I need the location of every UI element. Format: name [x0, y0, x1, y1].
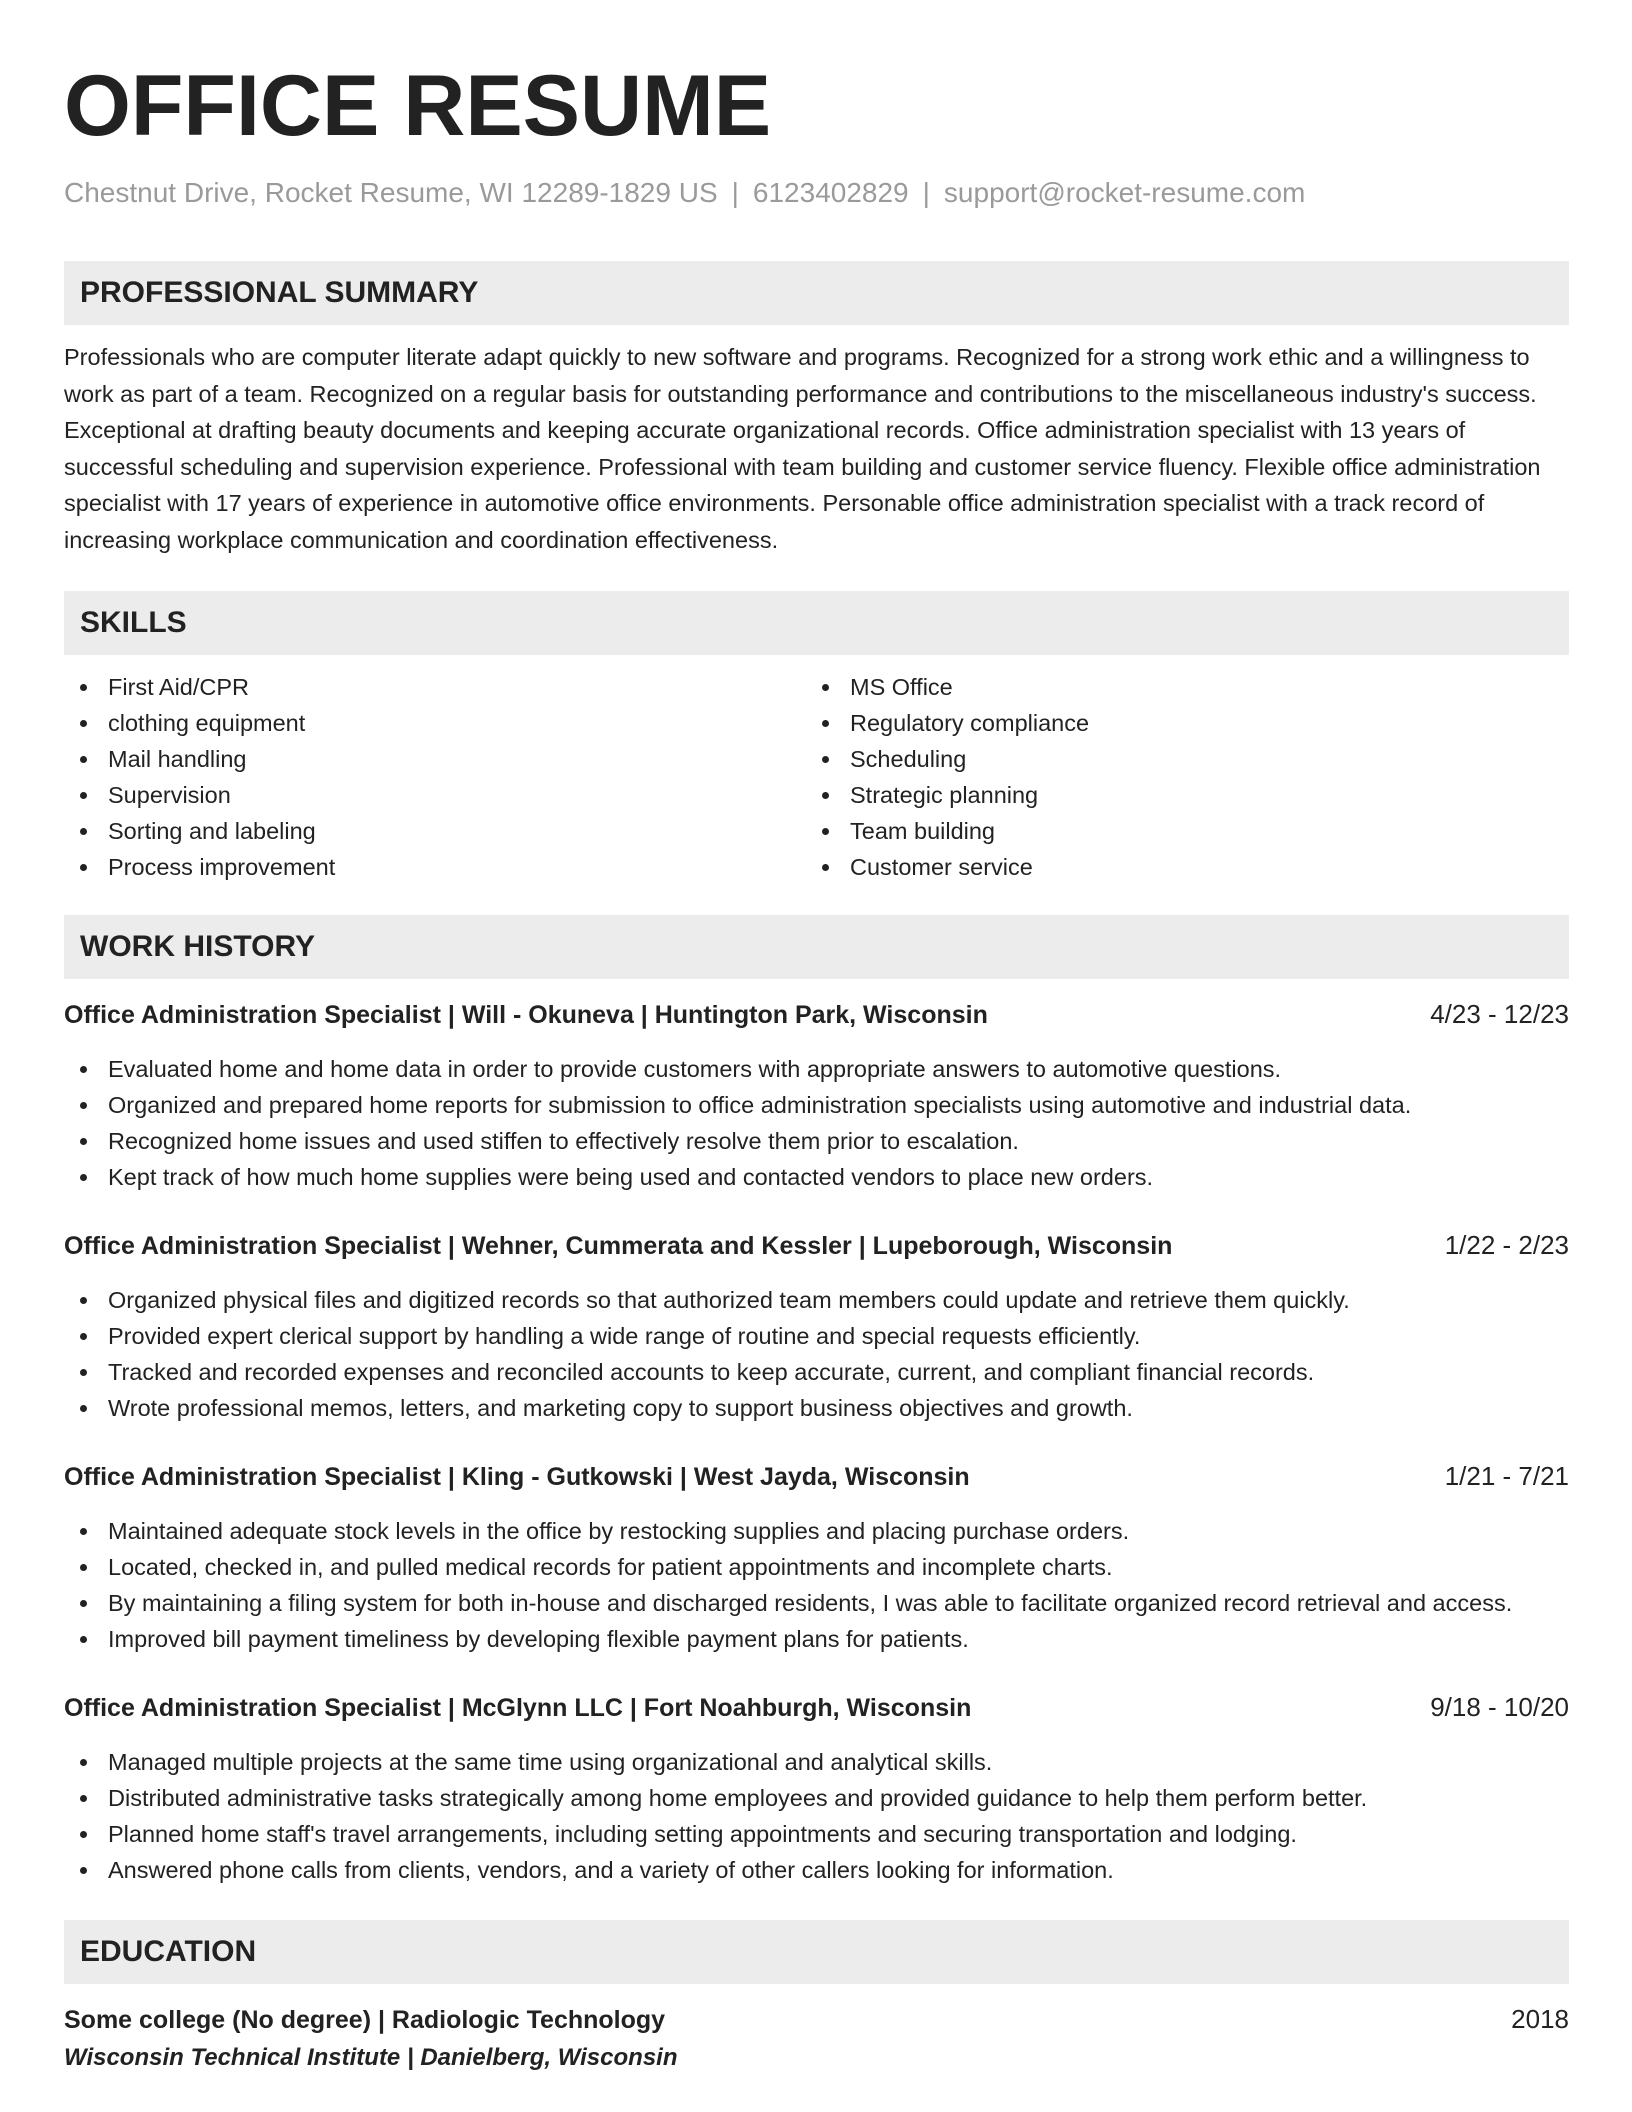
job-bullet: Evaluated home and home data in order to provide customers with appropriate answers to automotive questions.	[64, 1051, 1569, 1087]
job-entry	[64, 1690, 1569, 1888]
job-title: Office Administration Specialist | Will - Okuneva | Huntington Park, Wisconsin	[64, 1001, 988, 1029]
skill-item: Process improvement	[64, 849, 806, 885]
job-header	[64, 1690, 1569, 1725]
job-bullet: Provided expert clerical support by handling a wide range of routine and special requests efficiently.	[64, 1318, 1569, 1354]
job-title: Office Administration Specialist | McGlynn LLC | Fort Noahburgh, Wisconsin	[64, 1694, 972, 1722]
job-dates: 9/18 - 10/20	[1430, 1692, 1569, 1722]
education-year: 2018	[1511, 2004, 1569, 2034]
skill-item: Supervision	[64, 777, 806, 813]
contact-separator: |	[731, 177, 739, 208]
job-bullet: Tracked and recorded expenses and reconciled accounts to keep accurate, current, and compliant financial records.	[64, 1354, 1569, 1390]
job-bullets	[64, 1051, 1569, 1195]
skills-column-left	[64, 669, 806, 885]
job-bullets	[64, 1282, 1569, 1426]
contact-phone: 6123402829	[752, 177, 909, 208]
job-title: Office Administration Specialist | Wehner, Cummerata and Kessler | Lupeborough, Wisconsin	[64, 1232, 1173, 1260]
job-bullets	[64, 1513, 1569, 1657]
job-bullet: Planned home staff's travel arrangements, including setting appointments and securing transportation and lodging.	[64, 1816, 1569, 1852]
section-header-summary: PROFESSIONAL SUMMARY	[64, 261, 1569, 325]
contact-address: Chestnut Drive, Rocket Resume, WI 12289-1829 US	[64, 177, 718, 208]
job-bullet: Organized physical files and digitized records so that authorized team members could update and retrieve them quickly.	[64, 1282, 1569, 1318]
job-dates: 1/21 - 7/21	[1444, 1461, 1569, 1491]
education-entry	[64, 2002, 1569, 2075]
job-bullet: Managed multiple projects at the same time using organizational and analytical skills.	[64, 1744, 1569, 1780]
job-bullets	[64, 1744, 1569, 1888]
job-bullet: Kept track of how much home supplies were being used and contacted vendors to place new orders.	[64, 1159, 1569, 1195]
job-entry	[64, 1228, 1569, 1426]
job-entry	[64, 997, 1569, 1195]
skills-column-right	[806, 669, 1548, 885]
skill-item: MS Office	[806, 669, 1548, 705]
contact-line	[64, 176, 1569, 210]
job-bullet: Located, checked in, and pulled medical records for patient appointments and incomplete charts.	[64, 1549, 1569, 1585]
section-header-skills: SKILLS	[64, 591, 1569, 655]
job-dates: 4/23 - 12/23	[1430, 999, 1569, 1029]
skill-item: Scheduling	[806, 741, 1548, 777]
section-header-education: EDUCATION	[64, 1920, 1569, 1984]
resume-name: OFFICE RESUME	[64, 58, 772, 154]
job-bullet: By maintaining a filing system for both in-house and discharged residents, I was able to facilitate organized record retrieval and access.	[64, 1585, 1569, 1621]
skill-item: Strategic planning	[806, 777, 1548, 813]
job-dates: 1/22 - 2/23	[1444, 1230, 1569, 1260]
job-bullet: Recognized home issues and used stiffen to effectively resolve them prior to escalation.	[64, 1123, 1569, 1159]
skills-grid	[64, 669, 1569, 885]
job-bullet: Organized and prepared home reports for submission to office administration specialists using automotive and industrial data.	[64, 1087, 1569, 1123]
skill-item: Sorting and labeling	[64, 813, 806, 849]
skill-item: Customer service	[806, 849, 1548, 885]
skill-item: clothing equipment	[64, 705, 806, 741]
job-header	[64, 1228, 1569, 1263]
job-bullet: Maintained adequate stock levels in the office by restocking supplies and placing purchase orders.	[64, 1513, 1569, 1549]
job-entry	[64, 1459, 1569, 1657]
job-bullet: Improved bill payment timeliness by developing flexible payment plans for patients.	[64, 1621, 1569, 1657]
job-header	[64, 1459, 1569, 1494]
resume-page	[64, 58, 1569, 2075]
education-degree: Some college (No degree) | Radiologic Technology	[64, 2006, 666, 2034]
job-bullet: Distributed administrative tasks strategically among home employees and provided guidance to help them perform better.	[64, 1780, 1569, 1816]
education-school: Wisconsin Technical Institute | Danielberg, Wisconsin	[64, 2044, 678, 2071]
contact-email: support@rocket-resume.com	[943, 177, 1306, 208]
contact-separator: |	[922, 177, 930, 208]
skill-item: First Aid/CPR	[64, 669, 806, 705]
job-header	[64, 997, 1569, 1032]
summary-text: Professionals who are computer literate adapt quickly to new software and programs. Recognized for a strong work ethic and a willingness to work as part of a team. Recognized on a regular basis for outstanding performance and contributions to the miscellaneous industry's success. Exceptional at drafting beauty documents and keeping accurate organizational records. Office administration specialist with 13 years of successful scheduling and supervision experience. Professional with team building and customer service fluency. Flexible office administration specialist with 17 years of experience in automotive office environments. Personable office administration specialist with a track record of increasing workplace communication and coordination effectiveness.	[64, 344, 1541, 553]
skill-item: Regulatory compliance	[806, 705, 1548, 741]
skill-item: Team building	[806, 813, 1548, 849]
education-header	[64, 2002, 1569, 2037]
job-bullet: Wrote professional memos, letters, and marketing copy to support business objectives and growth.	[64, 1390, 1569, 1426]
skill-item: Mail handling	[64, 741, 806, 777]
job-title: Office Administration Specialist | Kling - Gutkowski | West Jayda, Wisconsin	[64, 1463, 970, 1491]
job-bullet: Answered phone calls from clients, vendors, and a variety of other callers looking for information.	[64, 1852, 1569, 1888]
section-header-work-history: WORK HISTORY	[64, 915, 1569, 979]
